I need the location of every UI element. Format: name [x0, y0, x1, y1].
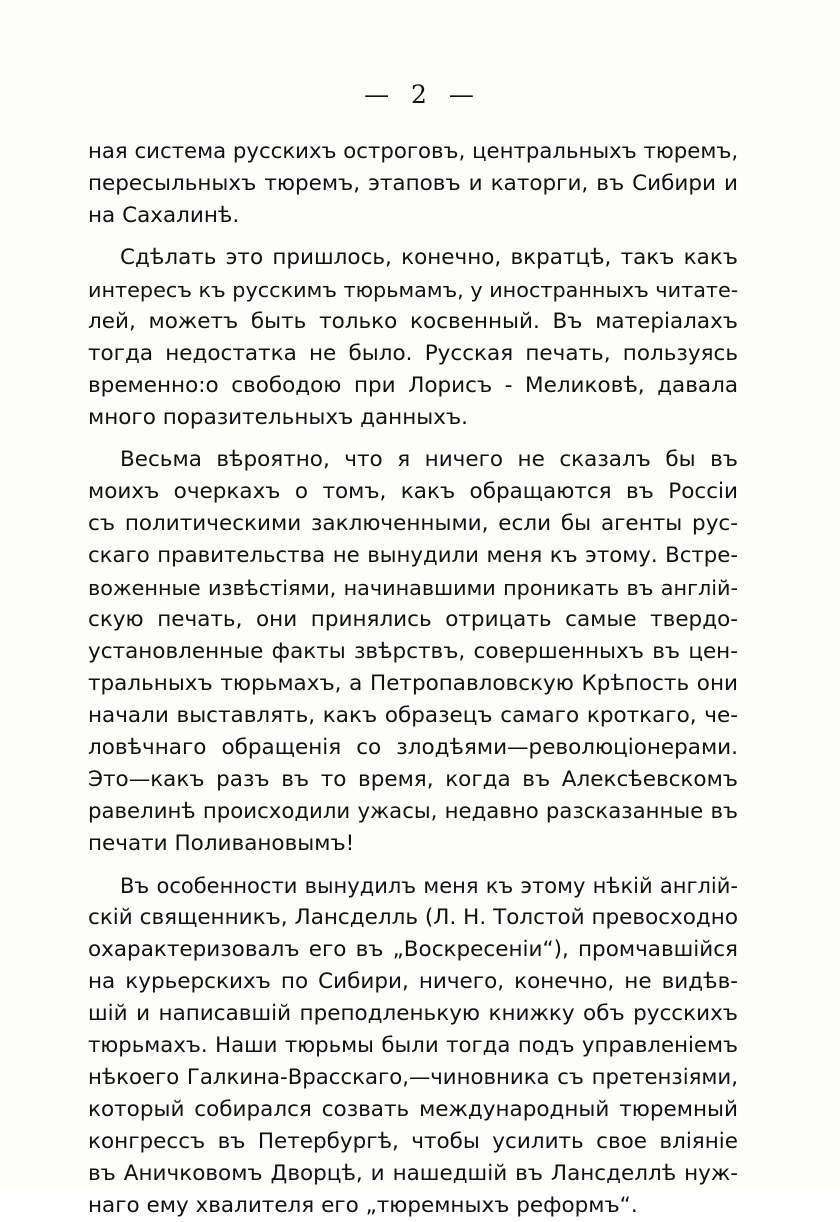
text-line: воженные извѣстіями, начинавшими проникать въ англій- [88, 576, 738, 600]
text-line: Весьма вѣроятно, что я ничего не сказалъ бы въ [120, 447, 738, 472]
text-line: тюрьмахъ. Наши тюрьмы были тогда подъ управленіемъ [88, 1033, 738, 1058]
text-line: тральныхъ тюрьмахъ, а Петропавловскую Крѣпость они [88, 671, 738, 696]
text-line: наго ему хвалителя его „тюремныхъ реформъ“. [88, 1193, 638, 1218]
text-line: скую печать, они принялись отрицать самые твердо- [88, 607, 738, 632]
text-line: интересъ къ русскимъ тюрьмамъ, у иностранныхъ читате- [88, 278, 739, 302]
text-line: въ Аничковомъ Дворцѣ, и нашедшій въ Лансделлѣ нуж- [88, 1161, 738, 1186]
text-line: на курьерскихъ по Сибири, ничего, конечно, не видѣв- [88, 969, 738, 994]
text-line: моихъ очеркахъ о томъ, какъ обращаются въ Россіи [88, 479, 738, 504]
text-line: скаго правительства не вынудили меня къ этому. Встре- [88, 543, 738, 568]
body-text [88, 136, 738, 1222]
page-number: — 2 — [364, 80, 476, 109]
text-line: много поразительныхъ данныхъ. [88, 405, 468, 430]
text-line: равелинѣ происходили ужасы, недавно разсказанные въ [88, 799, 738, 824]
text-line: на Сахалинѣ. [88, 203, 240, 228]
text-line: шій и написавшій преподленькую книжку объ русскихъ [88, 1001, 738, 1026]
text-line: конгрессъ въ Петербургѣ, чтобы усилить свое вліяніе [88, 1129, 738, 1154]
text-line: охарактеризовалъ его въ „Воскресеніи“), промчавшійся [88, 937, 738, 962]
text-line: лей, можетъ быть только косвенный. Въ матеріалахъ [88, 309, 738, 334]
text-line: Сдѣлать это пришлось, конечно, вкратцѣ, такъ какъ [120, 245, 738, 270]
text-line: ловѣчнаго обращенія со злодѣями—революціонерами. [88, 735, 738, 760]
paragraph-3 [88, 444, 738, 860]
text-line: скій священникъ, Лансделль (Л. Н. Толстой превосходно [88, 905, 738, 930]
text-line: Въ особенности вынудилъ меня къ этому нѣкій англій- [120, 874, 738, 898]
text-line: съ политическими заключенными, если бы агенты рус- [88, 511, 738, 536]
paragraph-2 [88, 242, 738, 434]
text-line: который собирался созвать международный тюремный [88, 1097, 738, 1122]
paragraph-4 [88, 870, 738, 1222]
paragraph-1 [88, 136, 738, 232]
text-line: установленные факты звѣрствъ, совершенныхъ въ цен- [88, 639, 738, 664]
text-line: пересыльныхъ тюремъ, этаповъ и каторги, въ Сибири и [88, 171, 738, 196]
text-line: ная система русскихъ остроговъ, центральныхъ тюремъ, [88, 139, 739, 164]
text-line: печати Поливановымъ! [88, 831, 355, 856]
text-line: нѣкоего Галкина-Врасскаго,—чиновника съ претензіями, [88, 1065, 738, 1090]
text-line: тогда недостатка не было. Русская печать, пользуясь [88, 341, 738, 366]
text-line: временно:о свободою при Лорисъ - Меликовѣ, давала [88, 373, 738, 398]
text-line: начали выставлять, какъ образецъ самаго кроткаго, че- [88, 703, 738, 728]
text-line: Это—какъ разъ въ то время, когда въ Алексѣевскомъ [88, 767, 738, 792]
